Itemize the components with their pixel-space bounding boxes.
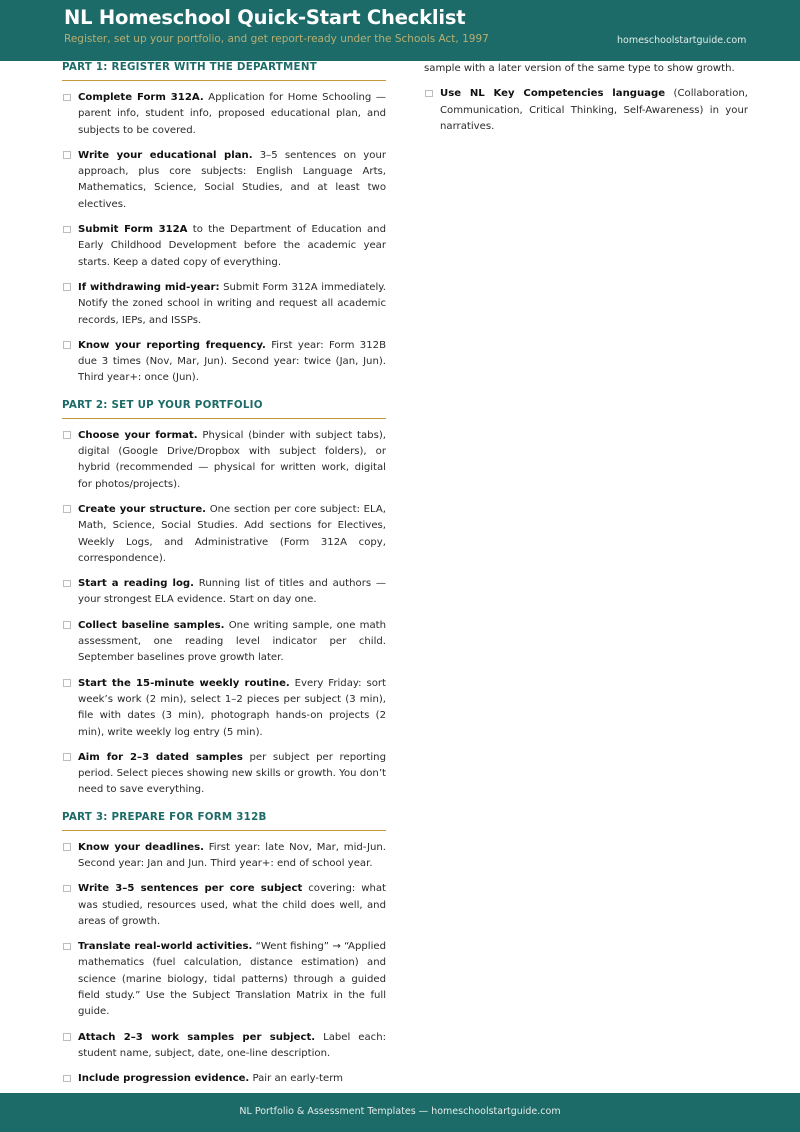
header-website-link[interactable]: homeschoolstartguide.com bbox=[617, 35, 747, 46]
checklist-item-body: Submit Form 312A immediately. Notify the zoned school in writing and request all academic records, IEPs, and ISSPs. bbox=[78, 281, 387, 326]
checkbox-icon[interactable] bbox=[63, 94, 71, 102]
section-divider bbox=[62, 830, 386, 831]
checklist-item-lead: Include progression evidence. bbox=[78, 1073, 250, 1085]
checkbox-icon[interactable] bbox=[63, 1075, 71, 1083]
checkbox-icon[interactable] bbox=[63, 943, 71, 951]
checklist-item-body: One section per core subject: ELA, Math, Science, Social Studies. Add sections for Electives, Weekly Logs, and Administrative (Form 312A copy, correspondence). bbox=[78, 503, 386, 564]
checklist-item-lead: Know your reporting frequency. bbox=[78, 339, 266, 351]
checkbox-icon[interactable] bbox=[63, 505, 71, 513]
checklist-item-body: Pair an early-term bbox=[249, 1073, 344, 1085]
checklist-item-lead: Complete Form 312A. bbox=[78, 92, 204, 103]
checklist-item-body: Every Friday: sort week’s work (2 min), select 1–2 pieces per subject (3 min), file with dates (3 min), photograph hands-on projects (2 min), write weekly log entry (5 min). bbox=[78, 677, 386, 738]
checklist-item[interactable] bbox=[62, 338, 386, 387]
checklist-item-lead: Submit Form 312A bbox=[78, 224, 188, 236]
checklist-section bbox=[62, 399, 386, 799]
checklist-item[interactable] bbox=[62, 576, 386, 609]
section-heading: PART 2: SET UP YOUR PORTFOLIO bbox=[62, 398, 263, 411]
page-subtitle: Register, set up your portfolio, and get report-ready under the Schools Act, 1997 bbox=[64, 33, 489, 45]
left-column bbox=[62, 61, 386, 1088]
checklist-item[interactable] bbox=[62, 1071, 386, 1087]
continuation-paragraph: sample with a later version of the same type to show growth. bbox=[424, 63, 735, 74]
checklist-item-body: First year: Form 312B due 3 times (Nov, Mar, Jun). Second year: twice (Jan, Jun). Third year+: once (Jun). bbox=[78, 339, 386, 384]
checklist-item-body: Application for Home Schooling — parent info, student info, proposed educational plan, and subjects to be covered. bbox=[78, 92, 386, 136]
checkbox-icon[interactable] bbox=[63, 431, 71, 439]
section-heading: PART 1: REGISTER WITH THE DEPARTMENT bbox=[62, 61, 317, 73]
checklist-item-body: covering: what was studied, resources used, what the child does well, and areas of growth. bbox=[78, 883, 386, 927]
section-divider bbox=[62, 80, 386, 81]
checklist-item-body: (Collaboration, Communication, Critical Thinking, Self-Awareness) in your narratives. bbox=[440, 88, 748, 132]
checklist-item-lead: Write your educational plan. bbox=[78, 149, 253, 161]
checklist-item[interactable] bbox=[62, 280, 386, 329]
checklist-item[interactable] bbox=[62, 750, 386, 799]
checklist-item-lead: Choose your format. bbox=[78, 429, 198, 441]
checkbox-icon[interactable] bbox=[63, 843, 71, 851]
footer-text: NL Portfolio & Assessment Templates — homeschoolstartguide.com bbox=[239, 1106, 561, 1117]
checkbox-icon[interactable] bbox=[63, 580, 71, 588]
checklist-item-body: to the Department of Education and Early Childhood Development before the academic year starts. Keep a dated copy of everything. bbox=[78, 224, 386, 268]
checklist-section bbox=[62, 61, 386, 387]
page-header bbox=[0, 0, 800, 61]
checklist-item-body: per subject per reporting period. Select pieces showing new skills or growth. You don’t need to save everything. bbox=[78, 751, 386, 796]
section-divider bbox=[62, 418, 386, 419]
checklist-item-body: “Went fishing” → “Applied mathematics (fuel calculation, distance estimation) and science (marine biology, tidal patterns) through a guided field study.” Use the Subject Translation Matrix in the full guide. bbox=[78, 941, 387, 1018]
checkbox-icon[interactable] bbox=[63, 341, 71, 349]
checklist-item-body: 3–5 sentences on your approach, plus core subjects: English Language Arts, Mathematics, Science, Social Studies, and at least two electives. bbox=[78, 149, 386, 210]
section-heading: PART 3: PREPARE FOR FORM 312B bbox=[62, 810, 267, 823]
checkbox-icon[interactable] bbox=[63, 151, 71, 159]
checklist-item-lead: Start the 15-minute weekly routine. bbox=[78, 677, 290, 689]
checklist-item[interactable] bbox=[62, 222, 386, 271]
checklist-item-lead: If withdrawing mid-year: bbox=[78, 281, 220, 293]
checklist-section bbox=[62, 811, 386, 1088]
checklist-item[interactable] bbox=[62, 840, 386, 873]
checklist-item-body: Label each: student name, subject, date, one-line description. bbox=[78, 1031, 386, 1059]
checkbox-icon[interactable] bbox=[63, 679, 71, 687]
checklist-item-body: One writing sample, one math assessment, one reading level indicator per child. September baselines prove growth later. bbox=[78, 619, 386, 664]
checklist-item[interactable] bbox=[62, 939, 386, 1020]
checklist-item-lead: Collect baseline samples. bbox=[78, 619, 225, 631]
checklist-item[interactable] bbox=[424, 86, 748, 135]
checklist-item-lead: Start a reading log. bbox=[78, 578, 194, 590]
checkbox-icon[interactable] bbox=[63, 226, 71, 234]
checklist-item[interactable] bbox=[62, 428, 386, 493]
page-title: NL Homeschool Quick-Start Checklist bbox=[64, 6, 466, 29]
checklist-item-lead: Translate real-world activities. bbox=[78, 941, 253, 953]
checklist-item-body: First year: late Nov, Mar, mid-Jun. Second year: Jan and Jun. Third year+: end of school year. bbox=[78, 841, 386, 869]
checklist-item-body: Running list of titles and authors — your strongest ELA evidence. Start on day one. bbox=[78, 578, 386, 606]
checklist-item[interactable] bbox=[62, 502, 386, 567]
checkbox-icon[interactable] bbox=[63, 283, 71, 291]
checkbox-icon[interactable] bbox=[425, 90, 433, 98]
checklist-item-lead: Use NL Key Competencies language bbox=[440, 88, 666, 100]
checklist-item[interactable] bbox=[62, 881, 386, 930]
checklist-item-lead: Attach 2–3 work samples per subject. bbox=[78, 1031, 316, 1043]
checklist-item-lead: Write 3–5 sentences per core subject bbox=[78, 883, 303, 895]
checklist-item[interactable] bbox=[62, 90, 386, 139]
checklist-item[interactable] bbox=[62, 676, 386, 741]
checklist-item-lead: Know your deadlines. bbox=[78, 841, 204, 853]
checkbox-icon[interactable] bbox=[63, 1033, 71, 1041]
document-body bbox=[0, 61, 800, 1093]
checklist-item[interactable] bbox=[62, 618, 386, 667]
checklist-item-lead: Create your structure. bbox=[78, 503, 207, 515]
right-column bbox=[424, 61, 748, 135]
checkbox-icon[interactable] bbox=[63, 753, 71, 761]
checklist-item-body: Physical (binder with subject tabs), digital (Google Drive/Dropbox with subject folders), or hybrid (recommended — physical for written work, digital for photos/projects). bbox=[78, 429, 386, 490]
checklist-item[interactable] bbox=[62, 148, 386, 213]
checklist-item[interactable] bbox=[62, 1030, 386, 1063]
checklist-item-lead: Aim for 2–3 dated samples bbox=[78, 751, 243, 763]
page-footer bbox=[0, 1093, 800, 1132]
checkbox-icon[interactable] bbox=[63, 621, 71, 629]
checkbox-icon[interactable] bbox=[63, 885, 71, 893]
